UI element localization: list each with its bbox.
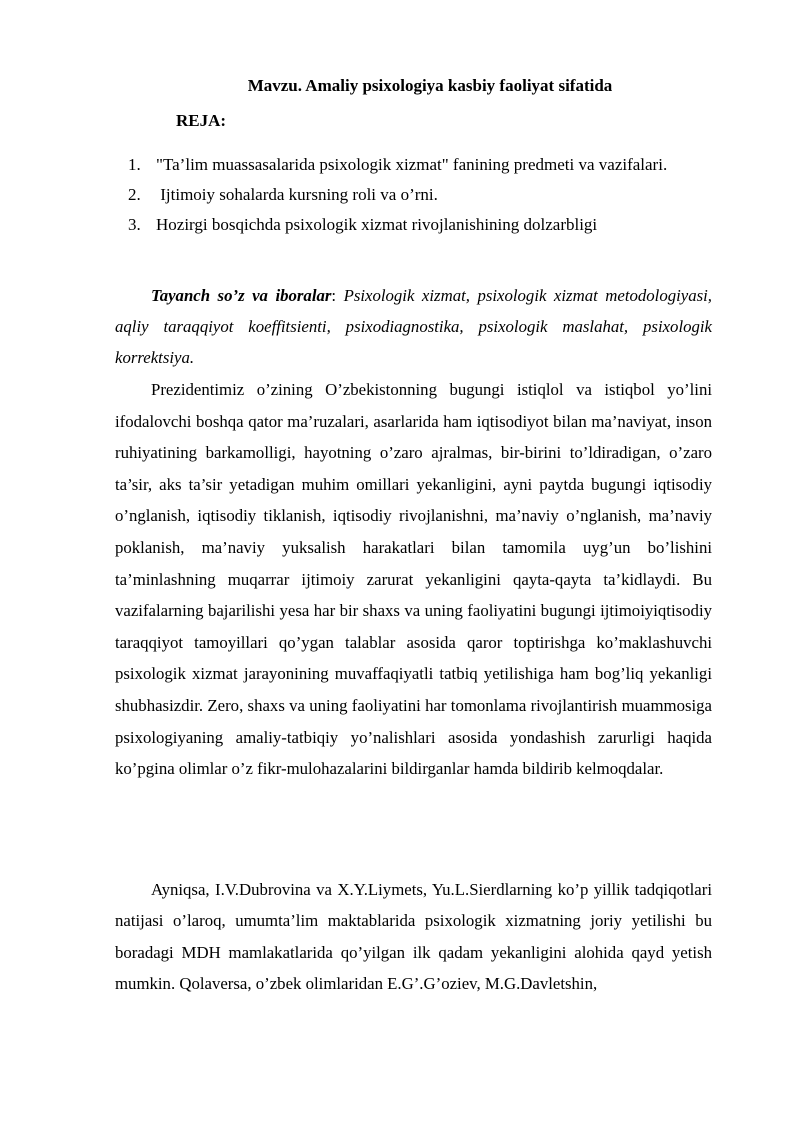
- plan-item-text: Hozirgi bosqichda psixologik xizmat rivojlanishining dolzarbligi: [156, 215, 598, 234]
- plan-item: [128, 150, 667, 180]
- plan-item-text: "Ta’lim muassasalarida psixologik xizmat" fanining predmeti va vazifalari.: [156, 155, 668, 174]
- plan-item-number: 1.: [128, 155, 141, 174]
- body-paragraph-1: [115, 374, 712, 785]
- paragraph-2-text: Ayniqsa, I.V.Dubrovina va X.Y.Liymets, Yu.L.Sierdlarning ko’p yillik tadqiqotlari natijasi o’laroq, umumta’lim maktablarida psixologik xizmatning joriy yetilishi bu boradagi MDH mamlakatlarida qo’yilgan ilk qadam yekanligini alohida qayd yetish mumkin. Qolaversa, o’zbek olimlaridan E.G’.G’oziev, M.G.Davletshin,: [115, 880, 712, 994]
- plan-list: [128, 150, 667, 240]
- document-title: Mavzu. Amaliy psixologiya kasbiy faoliyat sifatida: [247, 76, 613, 95]
- plan-item-number: 3.: [128, 215, 141, 234]
- body-paragraph-2: [115, 874, 712, 1000]
- plan-item-text: Ijtimoiy sohalarda kursning roli va o’rni.: [156, 185, 438, 204]
- plan-heading: REJA:: [176, 111, 227, 130]
- plan-item: [128, 180, 667, 210]
- keywords-text: Psixologik xizmat, psixologik xizmat metodologiyasi, aqliy taraqqiyot koeffitsienti, psixodiagnostika, psixologik maslahat, psixologik korrektsiya.: [115, 286, 712, 367]
- keywords-colon: :: [331, 286, 337, 305]
- paragraph-1-text: Prezidentimiz o’zining O’zbekistonning bugungi istiqlol va istiqbol yo’lini ifodalovchi boshqa qator ma’ruzalari, asarlarida ham iqtisodiyot bilan ma’naviyat, inson ruhiyatining barkamolligi, hayotning o’zaro ajralmas, bir-birini to’ldiradigan, o’zaro ta’sir, aks ta’sir yetadigan muhim omillari yekanligini, ayni paytda bugungi iqtisodiy o’nglanish, iqtisodiy tiklanish, iqtisodiy rivojlanishni, ma’naviy o’nglanish, ma’naviy poklanish, ma’naviy yuksalish harakatlari bilan tamomila uyg’un bo’lishini ta’minlashning muqarrar ijtimoiy zarurat yekanligini qayta-qayta ta’kidlaydi. Bu vazifalarning bajarilishi yesa har bir shaxs va uning faoliyatini bugungi ijtimoiyiqtisodiy taraqqiyot tamoyillari qo’ygan talablar asosida qaror toptirishga ko’maklashuvchi psixologik xizmat jarayonining muvaffaqiyatli tatbiq yetilishiga ham bog’liq yekanligi shubhasizdir. Zero, shaxs va uning faoliyatini har tomonlama rivojlantirish muammosiga psixologiyaning amaliy-tatbiqiy yo’nalishlari asosida yondashish zarurligi haqida ko’pgina olimlar o’z fikr-mulohazalarini bildirganlar hamda bildirib kelmoqdalar.: [115, 380, 712, 779]
- keywords-paragraph: [115, 280, 712, 373]
- plan-item-number: 2.: [128, 185, 141, 204]
- keywords-label: Tayanch so’z va iboralar: [151, 286, 332, 305]
- plan-item: [128, 210, 667, 240]
